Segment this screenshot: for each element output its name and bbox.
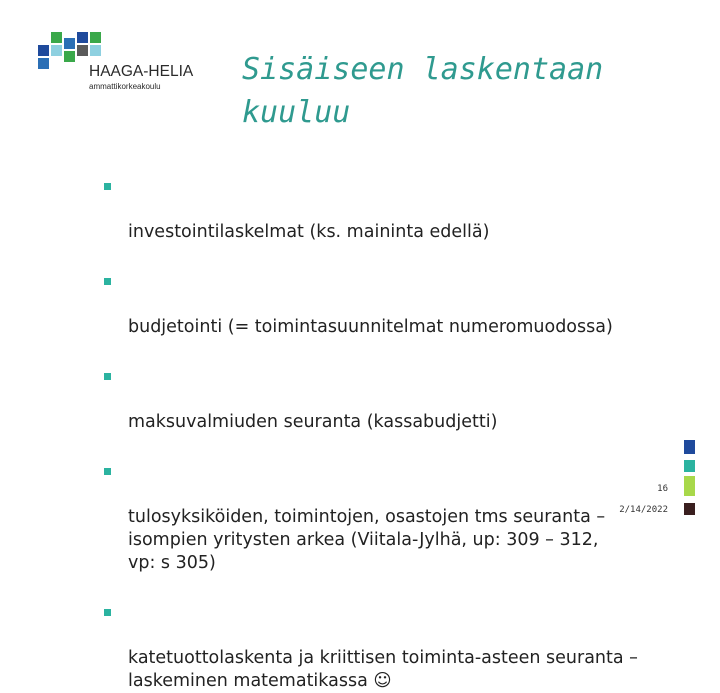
bullet-item — [104, 601, 704, 693]
bullet-text: budjetointi (= toimintasuunnitelmat numeromuodossa) — [128, 317, 613, 337]
logo-square — [51, 45, 62, 56]
logo-square — [51, 32, 62, 43]
logo-square — [90, 32, 101, 43]
bullet-text: maksuvalmiuden seuranta (kassabudjetti) — [128, 412, 498, 432]
logo-square — [64, 51, 75, 62]
bullet-square-icon — [104, 609, 111, 616]
logo-square — [77, 32, 88, 43]
logo-square — [77, 45, 88, 56]
logo-square — [64, 38, 75, 49]
bullet-text: tulosyksiköiden, toimintojen, osastojen tms seuranta – isompien yritysten arkea (Viitala-Jylhä, up: 309 – 312, vp: s 305) — [128, 507, 606, 573]
bullet-square-icon — [104, 183, 111, 190]
slide-date: 2/14/2022 — [619, 505, 668, 515]
bullet-text: katetuottolaskenta ja kriittisen toiminta-asteen seuranta – laskeminen matematikassa ☺ — [128, 648, 638, 691]
logo-name: HAAGA-HELIA — [89, 63, 194, 80]
decoration-bar — [684, 503, 695, 515]
bullet-item — [104, 460, 704, 575]
bullet-square-icon — [104, 468, 111, 475]
page-number: 16 — [657, 484, 668, 494]
bullet-square-icon — [104, 278, 111, 285]
logo-subtitle: ammattikorkeakoulu — [89, 82, 161, 91]
bullet-item — [104, 270, 704, 339]
decoration-bar — [684, 476, 695, 496]
bullet-list — [104, 175, 704, 693]
decoration-bar — [684, 460, 695, 472]
bullet-text: investointilaskelmat (ks. maininta edellä) — [128, 222, 490, 242]
haaga-helia-logo — [38, 30, 208, 100]
bullet-item — [104, 175, 704, 244]
slide-title: Sisäiseen laskentaan kuuluu — [242, 52, 604, 130]
decoration-bar — [684, 440, 695, 454]
bullet-square-icon — [104, 373, 111, 380]
logo-square — [38, 45, 49, 56]
logo-square — [38, 58, 49, 69]
logo-square — [90, 45, 101, 56]
bullet-item — [104, 365, 704, 434]
